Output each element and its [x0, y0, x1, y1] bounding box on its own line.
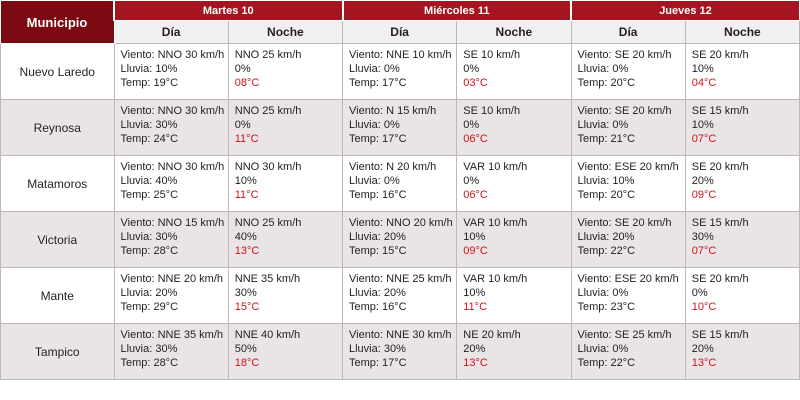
forecast-cell: [571, 156, 685, 212]
wind-line: Viento: NNE 20 km/h: [120, 273, 224, 285]
forecast-cell: [571, 212, 685, 268]
temp-line: Temp: 20°C: [577, 189, 636, 201]
rain-line: 10%: [234, 175, 257, 187]
table-row: [1, 100, 800, 156]
forecast-cell: [228, 212, 342, 268]
day-header-1: Miércoles 11: [343, 1, 572, 21]
header-row-days: [1, 1, 800, 21]
temp-line: Temp: 16°C: [349, 301, 407, 313]
wind-line: Viento: NNO 20 km/h: [349, 217, 453, 229]
forecast-cell: [685, 212, 799, 268]
rain-line: 20%: [463, 343, 486, 355]
wind-line: NNE 40 km/h: [234, 329, 301, 341]
forecast-cell: [571, 268, 685, 324]
forecast-cell: [343, 44, 457, 100]
rain-line: 0%: [463, 175, 480, 187]
temp-line: Temp: 22°C: [577, 245, 636, 257]
forecast-cell: [114, 212, 228, 268]
rain-line: 30%: [691, 231, 714, 243]
wind-line: Viento: ESE 20 km/h: [577, 273, 679, 285]
forecast-cell: [228, 100, 342, 156]
temp-line: 11°C: [234, 133, 259, 145]
wind-line: Viento: NNE 25 km/h: [349, 273, 452, 285]
forecast-cell: [114, 156, 228, 212]
temp-line: Temp: 15°C: [349, 245, 407, 257]
temp-line: 15°C: [234, 301, 260, 313]
temp-line: Temp: 28°C: [120, 245, 179, 257]
rain-line: Lluvia: 0%: [577, 63, 629, 75]
wind-line: NNO 25 km/h: [234, 49, 302, 61]
temp-line: Temp: 25°C: [120, 189, 179, 201]
rain-line: Lluvia: 0%: [349, 175, 400, 187]
rain-line: Lluvia: 10%: [120, 63, 178, 75]
rain-line: 0%: [234, 63, 251, 75]
wind-line: Viento: NNE 30 km/h: [349, 329, 452, 341]
wind-line: Viento: SE 20 km/h: [577, 49, 672, 61]
wind-line: NNO 25 km/h: [234, 217, 302, 229]
period-header-2-noche: Noche: [685, 21, 799, 44]
forecast-cell: [457, 268, 571, 324]
temp-line: 11°C: [463, 301, 488, 313]
forecast-cell: [114, 100, 228, 156]
forecast-cell: [457, 324, 571, 380]
forecast-cell: [685, 156, 799, 212]
rain-line: 30%: [234, 287, 257, 299]
forecast-cell: [114, 324, 228, 380]
temp-line: 04°C: [691, 77, 717, 89]
forecast-cell: [571, 324, 685, 380]
temp-line: 07°C: [691, 245, 717, 257]
table-body: [1, 44, 800, 380]
rain-line: 0%: [234, 119, 251, 131]
rain-line: Lluvia: 30%: [120, 231, 178, 243]
temp-line: Temp: 29°C: [120, 301, 179, 313]
wind-line: Viento: SE 20 km/h: [577, 217, 672, 229]
forecast-cell: [114, 44, 228, 100]
forecast-cell: [343, 212, 457, 268]
forecast-cell: [343, 156, 457, 212]
rain-line: 0%: [463, 119, 480, 131]
temp-line: 13°C: [691, 357, 717, 369]
rain-line: 0%: [691, 287, 708, 299]
table-row: [1, 44, 800, 100]
temp-line: Temp: 17°C: [349, 133, 407, 145]
rain-line: Lluvia: 30%: [120, 119, 178, 131]
rain-line: Lluvia: 30%: [349, 343, 406, 355]
temp-line: 18°C: [234, 357, 260, 369]
rain-line: 50%: [234, 343, 257, 355]
temp-line: 06°C: [463, 133, 488, 145]
table-header: [1, 1, 800, 44]
wind-line: NNE 35 km/h: [234, 273, 301, 285]
forecast-cell: [571, 100, 685, 156]
wind-line: VAR 10 km/h: [463, 217, 528, 229]
municipio-cell: Reynosa: [1, 100, 115, 156]
forecast-cell: [457, 156, 571, 212]
wind-line: Viento: SE 25 km/h: [577, 329, 672, 341]
temp-line: 08°C: [234, 77, 260, 89]
temp-line: Temp: 24°C: [120, 133, 179, 145]
municipio-cell: Nuevo Laredo: [1, 44, 115, 100]
forecast-cell: [228, 44, 342, 100]
rain-line: Lluvia: 0%: [349, 63, 400, 75]
forecast-cell: [685, 268, 799, 324]
temp-line: 10°C: [691, 301, 717, 313]
wind-line: SE 15 km/h: [691, 217, 749, 229]
wind-line: SE 20 km/h: [691, 273, 749, 285]
table-row: [1, 156, 800, 212]
wind-line: Viento: N 20 km/h: [349, 161, 437, 173]
rain-line: 40%: [234, 231, 257, 243]
temp-line: Temp: 17°C: [349, 357, 407, 369]
municipio-cell: Victoria: [1, 212, 115, 268]
wind-line: Viento: NNE 10 km/h: [349, 49, 452, 61]
wind-line: Viento: NNO 15 km/h: [120, 217, 225, 229]
table-row: [1, 324, 800, 380]
wind-line: SE 15 km/h: [691, 329, 749, 341]
forecast-cell: [228, 156, 342, 212]
temp-line: 13°C: [463, 357, 488, 369]
wind-line: NNO 25 km/h: [234, 105, 302, 117]
forecast-cell: [685, 324, 799, 380]
forecast-cell: [457, 100, 571, 156]
temp-line: Temp: 19°C: [120, 77, 179, 89]
temp-line: 09°C: [691, 189, 717, 201]
wind-line: SE 10 km/h: [463, 105, 521, 117]
forecast-cell: [343, 100, 457, 156]
period-header-1-dia: Día: [343, 21, 457, 44]
temp-line: 07°C: [691, 133, 717, 145]
rain-line: 10%: [463, 287, 486, 299]
municipio-cell: Tampico: [1, 324, 115, 380]
table-row: [1, 212, 800, 268]
wind-line: VAR 10 km/h: [463, 161, 528, 173]
municipio-cell: Mante: [1, 268, 115, 324]
period-header-0-noche: Noche: [228, 21, 342, 44]
rain-line: Lluvia: 40%: [120, 175, 178, 187]
temp-line: Temp: 22°C: [577, 357, 636, 369]
day-header-2: Jueves 12: [571, 1, 800, 21]
temp-line: Temp: 21°C: [577, 133, 636, 145]
wind-line: Viento: ESE 20 km/h: [577, 161, 679, 173]
forecast-cell: [343, 268, 457, 324]
wind-line: SE 20 km/h: [691, 161, 749, 173]
forecast-cell: [228, 324, 342, 380]
rain-line: 20%: [691, 175, 714, 187]
forecast-cell: [343, 324, 457, 380]
temp-line: Temp: 17°C: [349, 77, 407, 89]
temp-line: 13°C: [234, 245, 260, 257]
wind-line: Viento: NNE 35 km/h: [120, 329, 224, 341]
rain-line: Lluvia: 20%: [577, 231, 635, 243]
rain-line: Lluvia: 0%: [349, 119, 400, 131]
rain-line: Lluvia: 0%: [577, 343, 629, 355]
period-header-1-noche: Noche: [457, 21, 571, 44]
wind-line: NE 20 km/h: [463, 329, 521, 341]
wind-line: Viento: SE 20 km/h: [577, 105, 672, 117]
wind-line: Viento: NNO 30 km/h: [120, 105, 225, 117]
rain-line: Lluvia: 20%: [349, 287, 406, 299]
forecast-cell: [457, 212, 571, 268]
temp-line: 03°C: [463, 77, 488, 89]
wind-line: SE 20 km/h: [691, 49, 749, 61]
day-header-0: Martes 10: [114, 1, 343, 21]
rain-line: Lluvia: 0%: [577, 287, 629, 299]
wind-line: Viento: NNO 30 km/h: [120, 161, 225, 173]
forecast-cell: [685, 44, 799, 100]
rain-line: 0%: [463, 63, 480, 75]
temp-line: Temp: 28°C: [120, 357, 179, 369]
municipio-cell: Matamoros: [1, 156, 115, 212]
wind-line: Viento: N 15 km/h: [349, 105, 437, 117]
wind-line: SE 10 km/h: [463, 49, 521, 61]
rain-line: 10%: [691, 63, 714, 75]
column-header-municipio: Municipio: [1, 1, 115, 44]
rain-line: 20%: [691, 343, 714, 355]
temp-line: 09°C: [463, 245, 488, 257]
period-header-0-dia: Día: [114, 21, 228, 44]
rain-line: Lluvia: 0%: [577, 119, 629, 131]
forecast-cell: [685, 100, 799, 156]
rain-line: Lluvia: 20%: [120, 287, 178, 299]
temp-line: 11°C: [234, 189, 259, 201]
temp-line: Temp: 23°C: [577, 301, 636, 313]
header-row-periods: [1, 21, 800, 44]
rain-line: Lluvia: 20%: [349, 231, 406, 243]
wind-line: Viento: NNO 30 km/h: [120, 49, 225, 61]
rain-line: Lluvia: 30%: [120, 343, 178, 355]
table-row: [1, 268, 800, 324]
temp-line: Temp: 16°C: [349, 189, 407, 201]
temp-line: 06°C: [463, 189, 488, 201]
rain-line: 10%: [691, 119, 714, 131]
wind-line: NNO 30 km/h: [234, 161, 302, 173]
forecast-cell: [228, 268, 342, 324]
temp-line: Temp: 20°C: [577, 77, 636, 89]
forecast-cell: [571, 44, 685, 100]
wind-line: VAR 10 km/h: [463, 273, 528, 285]
period-header-2-dia: Día: [571, 21, 685, 44]
forecast-cell: [457, 44, 571, 100]
rain-line: Lluvia: 10%: [577, 175, 635, 187]
forecast-cell: [114, 268, 228, 324]
rain-line: 10%: [463, 231, 486, 243]
wind-line: SE 15 km/h: [691, 105, 749, 117]
